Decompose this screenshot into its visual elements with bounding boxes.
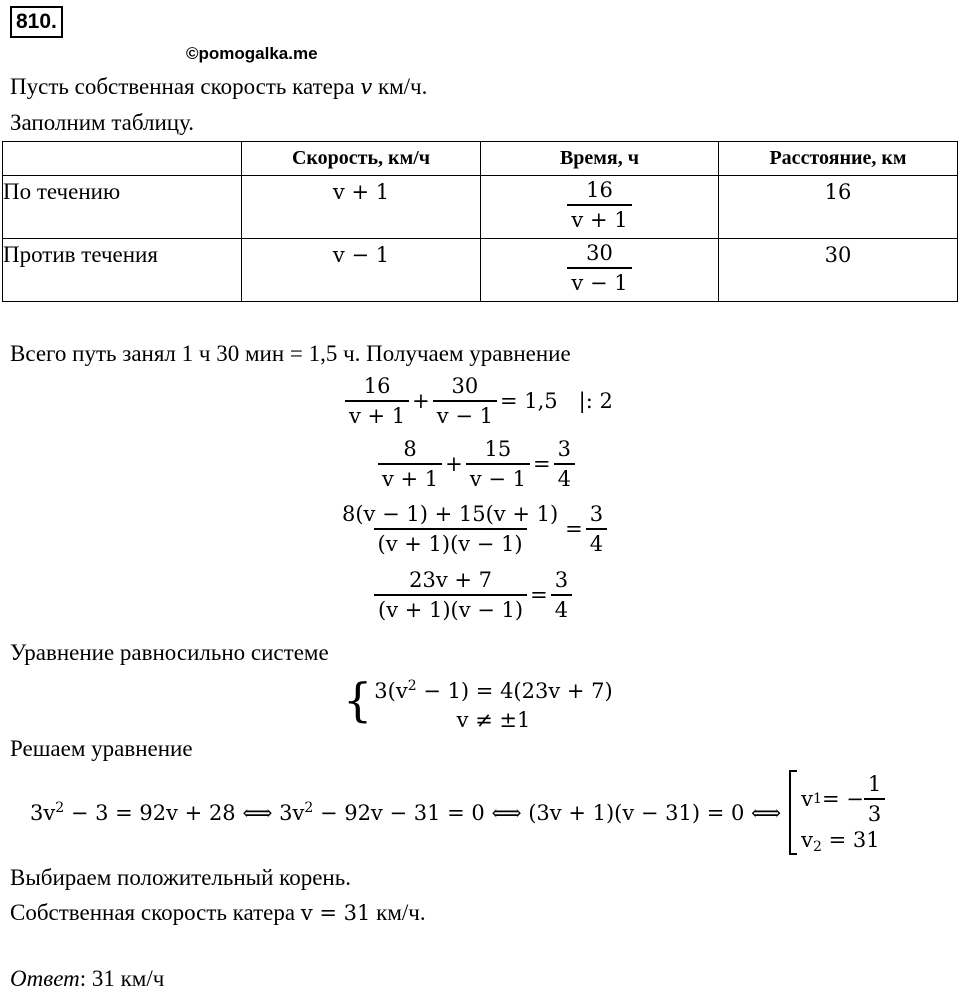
conclusion-unit: км/ч.	[376, 900, 426, 925]
chain-expression: $3v^2 - 3 = 92v + 28$ ⟺ $3v^2 - 92v - 31 = 0$ ⟺ (3v + 1)(v − 31) = 0 ⟺	[30, 800, 782, 825]
time-fraction	[567, 176, 631, 234]
fraction	[374, 566, 527, 624]
fraction	[345, 372, 409, 430]
denominator: 4	[554, 463, 575, 493]
rhs: = 1,5	[499, 389, 558, 413]
intro-text: Пусть собственная скорость катера	[10, 74, 355, 99]
table-header-distance: Расстояние, км	[719, 142, 958, 176]
row-label: Против течения	[3, 239, 242, 302]
intro-line	[10, 74, 427, 100]
table-header-row	[3, 142, 958, 176]
numerator: 30	[586, 241, 613, 265]
data-table	[2, 141, 958, 302]
time-cell	[481, 239, 719, 302]
time-fraction	[567, 239, 631, 297]
total-path-text: Всего путь занял 1 ч 30 мин = 1,5 ч. Получаем уравнение	[10, 341, 571, 366]
numerator: 3	[589, 502, 604, 526]
solution-chain	[30, 770, 885, 855]
fraction	[378, 435, 442, 493]
denominator: (v + 1)(v − 1)	[374, 594, 527, 624]
equation-2	[378, 435, 575, 493]
distance-cell: 30	[719, 239, 958, 302]
equation-3	[338, 500, 607, 558]
fraction	[466, 435, 530, 493]
numerator: 3	[557, 437, 571, 461]
equals-sign: =	[532, 452, 551, 476]
table-header-speed: Скорость, км/ч	[242, 142, 481, 176]
numerator: 15	[484, 437, 512, 461]
numerator: 16	[586, 178, 613, 202]
denominator: v − 1	[466, 463, 530, 493]
conclusion-text: Собственная скорость катера	[10, 900, 296, 925]
numerator: 30	[451, 374, 479, 398]
equation-1	[345, 372, 613, 430]
plus-sign: +	[412, 389, 430, 413]
roots-set	[789, 770, 885, 855]
table-row	[3, 176, 958, 239]
numerator: 23v + 7	[409, 568, 493, 592]
denominator: v + 1	[567, 204, 631, 234]
fraction	[554, 435, 575, 493]
distance-cell: 16	[719, 176, 958, 239]
root-1: v 1 = − $\frac{1}{3}$	[801, 770, 885, 828]
row-label: По течению	[3, 176, 242, 239]
choose-root-text: Выбираем положительный корень.	[10, 865, 351, 890]
speed-cell: v − 1	[242, 239, 481, 302]
fill-table-text: Заполним таблицу.	[10, 110, 195, 135]
conclusion-value: v = 31	[300, 901, 371, 925]
denominator: v − 1	[433, 400, 497, 430]
numerator: 16	[363, 374, 391, 398]
equation-system	[343, 672, 613, 735]
plus-sign: +	[445, 452, 463, 476]
intro-unit: км/ч.	[377, 74, 428, 99]
var-v: v	[360, 75, 373, 99]
solve-text: Решаем уравнение	[10, 736, 193, 761]
fraction	[433, 372, 497, 430]
system-text: Уравнение равносильно системе	[10, 640, 329, 665]
system-line-1: $3(v^2 - 1) = 4(23v + 7)$	[374, 678, 613, 703]
equals-sign: =	[565, 517, 583, 541]
fraction	[551, 566, 572, 624]
table-header-empty	[3, 142, 242, 176]
conclusion-line	[10, 900, 426, 926]
problem-number: 810.	[10, 6, 63, 38]
divide-note: |: 2	[578, 389, 613, 413]
fraction	[338, 500, 562, 558]
denominator: v + 1	[345, 400, 409, 430]
set-bracket	[789, 770, 797, 855]
answer-line	[10, 966, 164, 992]
numerator: 8	[403, 437, 417, 461]
root-2: $v_2 = 31$	[801, 828, 880, 855]
denominator: 4	[551, 594, 572, 624]
denominator: v + 1	[378, 463, 442, 493]
answer-label: Ответ	[10, 966, 80, 991]
numerator: 8(v − 1) + 15(v + 1)	[342, 502, 559, 526]
table-header-time: Время, ч	[481, 142, 719, 176]
numerator: 3	[554, 568, 569, 592]
watermark: ©pomogalka.me	[186, 44, 318, 63]
system-brace: {	[343, 673, 373, 727]
answer-value: : 31 км/ч	[79, 966, 165, 991]
denominator: (v + 1)(v − 1)	[374, 528, 527, 558]
speed-cell: v + 1	[242, 176, 481, 239]
time-cell	[481, 176, 719, 239]
equation-4	[374, 566, 572, 624]
fraction	[586, 500, 607, 558]
equals-sign: =	[530, 583, 548, 607]
system-line-2: v ≠ ±1	[456, 708, 531, 732]
denominator: v − 1	[567, 267, 631, 297]
table-row	[3, 239, 958, 302]
denominator: 4	[586, 528, 607, 558]
